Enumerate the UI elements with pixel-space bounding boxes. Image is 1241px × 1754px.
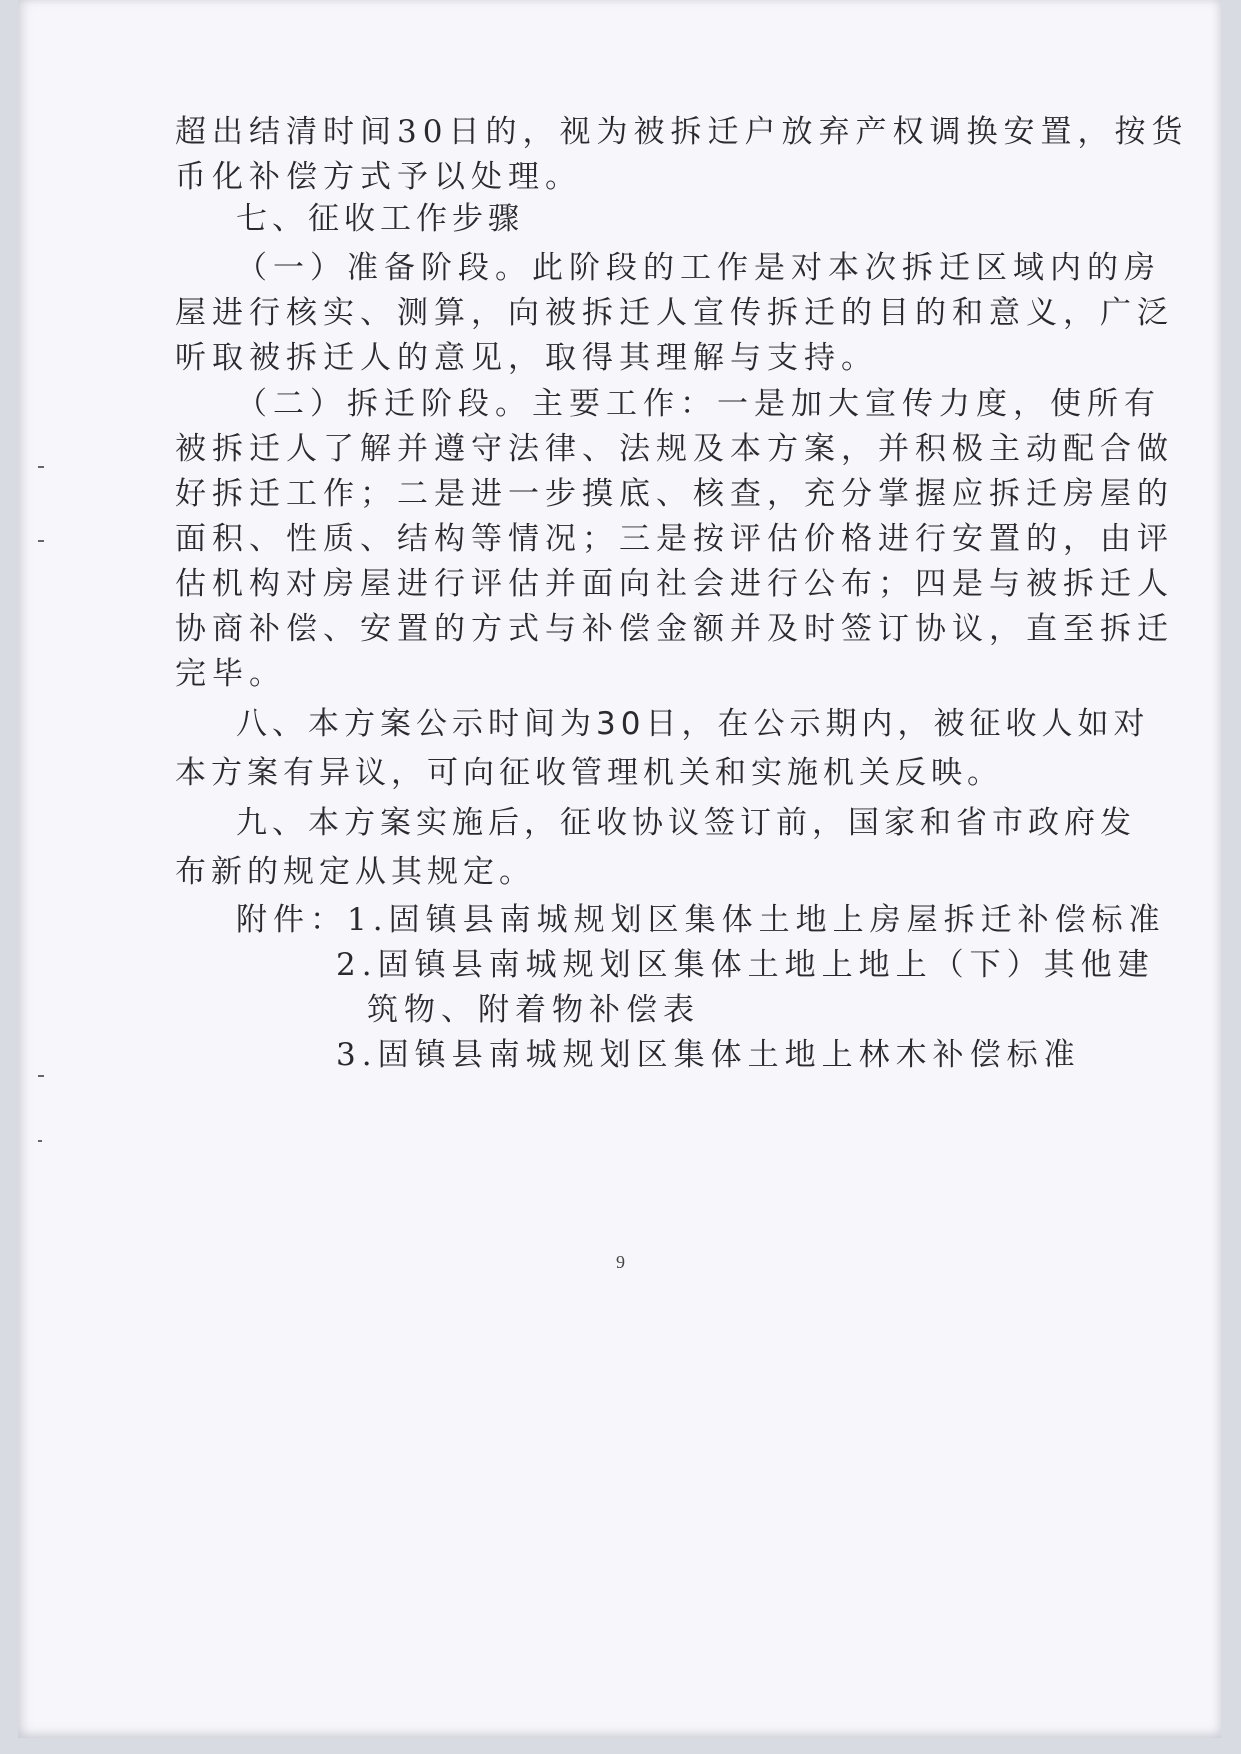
- text-line-11: 估机构对房屋进行评估并面向社会进行公布；四是与被拆迁人: [175, 566, 1174, 602]
- text-line-6: 听取被拆迁人的意见，取得其理解与支持。: [175, 340, 878, 376]
- attachment-line-3: 3.固镇县南城规划区集体土地上林木补偿标准: [336, 1037, 1081, 1073]
- scan-speck: [38, 1075, 44, 1077]
- text-line-8: 被拆迁人了解并遵守法律、法规及本方案，并积极主动配合做: [175, 431, 1174, 467]
- text-line-17: 布新的规定从其规定。: [175, 854, 535, 890]
- text-line-1: 超出结清时间30日的，视为被拆迁户放弃产权调换安置，按货: [175, 114, 1189, 150]
- text-line-15: 本方案有异议，可向征收管理机关和实施机关反映。: [175, 755, 1003, 791]
- scan-speck: [38, 466, 44, 468]
- text-line-10: 面积、性质、结构等情况；三是按评估价格进行安置的，由评: [175, 521, 1174, 557]
- document-page: [18, 0, 1221, 1738]
- attachment-line-2-cont: 筑物、附着物补偿表: [367, 992, 700, 1028]
- text-line-4: （一）准备阶段。此阶段的工作是对本次拆迁区域内的房: [236, 250, 1161, 286]
- page-number: 9: [616, 1252, 625, 1272]
- text-line-13: 完毕。: [175, 656, 286, 692]
- text-line-5: 屋进行核实、测算，向被拆迁人宣传拆迁的目的和意义，广泛: [175, 295, 1174, 331]
- text-line-16: 九、本方案实施后，征收协议签订前，国家和省市政府发: [236, 805, 1136, 841]
- text-line-7: （二）拆迁阶段。主要工作：一是加大宣传力度，使所有: [236, 386, 1161, 422]
- text-line-12: 协商补偿、安置的方式与补偿金额并及时签订协议，直至拆迁: [175, 611, 1174, 647]
- text-line-9: 好拆迁工作；二是进一步摸底、核查，充分掌握应拆迁房屋的: [175, 476, 1174, 512]
- attachment-line-1: 附件：1.固镇县南城规划区集体土地上房屋拆迁补偿标准: [236, 902, 1166, 938]
- section-heading-7: 七、征收工作步骤: [236, 201, 524, 237]
- scan-speck: [38, 540, 44, 542]
- attachment-line-2: 2.固镇县南城规划区集体土地上地上（下）其他建: [336, 947, 1155, 983]
- text-line-14: 八、本方案公示时间为30日，在公示期内，被征收人如对: [236, 706, 1150, 742]
- text-line-2: 币化补偿方式予以处理。: [175, 159, 582, 195]
- scan-speck: [38, 1140, 42, 1142]
